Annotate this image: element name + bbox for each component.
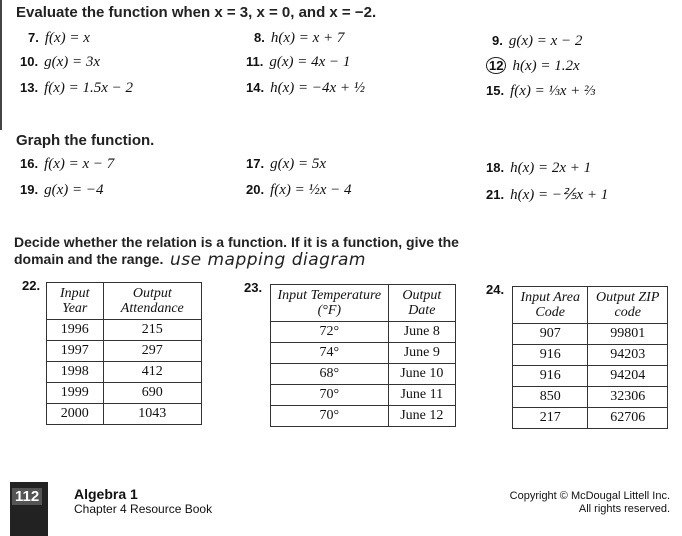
problem-8: 8. h(x) = x + 7: [254, 30, 345, 46]
relation-instruction-line2: domain and the range.: [14, 251, 164, 267]
table-row: 217 62706: [513, 408, 668, 429]
graph-section-title: Graph the function.: [16, 132, 155, 149]
rights-reserved: All rights reserved.: [578, 503, 670, 515]
table-header: Output Attendance: [103, 283, 201, 320]
problem-14: 14. h(x) = −4x + ½: [246, 80, 365, 96]
problem-18: 18. h(x) = 2x + 1: [486, 160, 592, 176]
table-23-number: 23.: [244, 280, 263, 295]
page-number: 112: [12, 488, 42, 505]
table-header: Input Year: [47, 283, 104, 320]
problem-13: 13. f(x) = 1.5x − 2: [20, 80, 134, 96]
problem-19: 19. g(x) = −4: [20, 182, 104, 198]
circled-number: 12: [486, 57, 506, 74]
book-subtitle: Chapter 4 Resource Book: [74, 502, 213, 516]
problem-7: 7. f(x) = x: [28, 30, 90, 46]
table-22-number: 22.: [22, 278, 41, 293]
table-row: 1998 412: [47, 362, 202, 383]
table-22: [46, 282, 202, 425]
evaluate-instruction: Evaluate the function when x = 3, x = 0, and x = −2.: [16, 4, 377, 21]
table-row: 70° June 11: [271, 385, 456, 406]
handwritten-note: use mapping diagram: [170, 250, 366, 270]
table-row: 72° June 8: [271, 322, 456, 343]
table-23: [270, 284, 456, 427]
table-row: 850 32306: [513, 387, 668, 408]
problem-21: 21. h(x) = −⅖x + 1: [486, 187, 609, 203]
table-24-number: 24.: [486, 282, 505, 297]
table-header: Input Area Code: [513, 287, 588, 324]
table-row: 70° June 12: [271, 406, 456, 427]
problem-10: 10. g(x) = 3x: [20, 54, 101, 70]
problem-20: 20. f(x) = ½x − 4: [246, 182, 352, 198]
table-header: Input Temperature (°F): [271, 285, 389, 322]
table-row: 68° June 10: [271, 364, 456, 385]
table-header: Output ZIP code: [588, 287, 668, 324]
problem-17: 17. g(x) = 5x: [246, 156, 327, 172]
problem-12: 12 h(x) = 1.2x: [486, 57, 580, 75]
table-row: 1996 215: [47, 320, 202, 341]
problem-9: 9. g(x) = x − 2: [492, 33, 583, 49]
relation-instruction-line1: Decide whether the relation is a function. If it is a function, give the: [14, 234, 459, 250]
book-title: Algebra 1: [74, 486, 138, 502]
table-24: [512, 286, 668, 429]
scan-edge: [0, 0, 2, 130]
table-row: 916 94204: [513, 366, 668, 387]
table-header: Output Date: [388, 285, 455, 322]
problem-15: 15. f(x) = ⅓x + ⅔: [486, 83, 596, 99]
table-row: 2000 1043: [47, 404, 202, 425]
problem-16: 16. f(x) = x − 7: [20, 156, 115, 172]
table-row: 1999 690: [47, 383, 202, 404]
problem-11: 11. g(x) = 4x − 1: [246, 54, 351, 70]
table-row: 916 94203: [513, 345, 668, 366]
table-row: 1997 297: [47, 341, 202, 362]
copyright: Copyright © McDougal Littell Inc.: [509, 490, 670, 502]
table-row: 907 99801: [513, 324, 668, 345]
table-row: 74° June 9: [271, 343, 456, 364]
